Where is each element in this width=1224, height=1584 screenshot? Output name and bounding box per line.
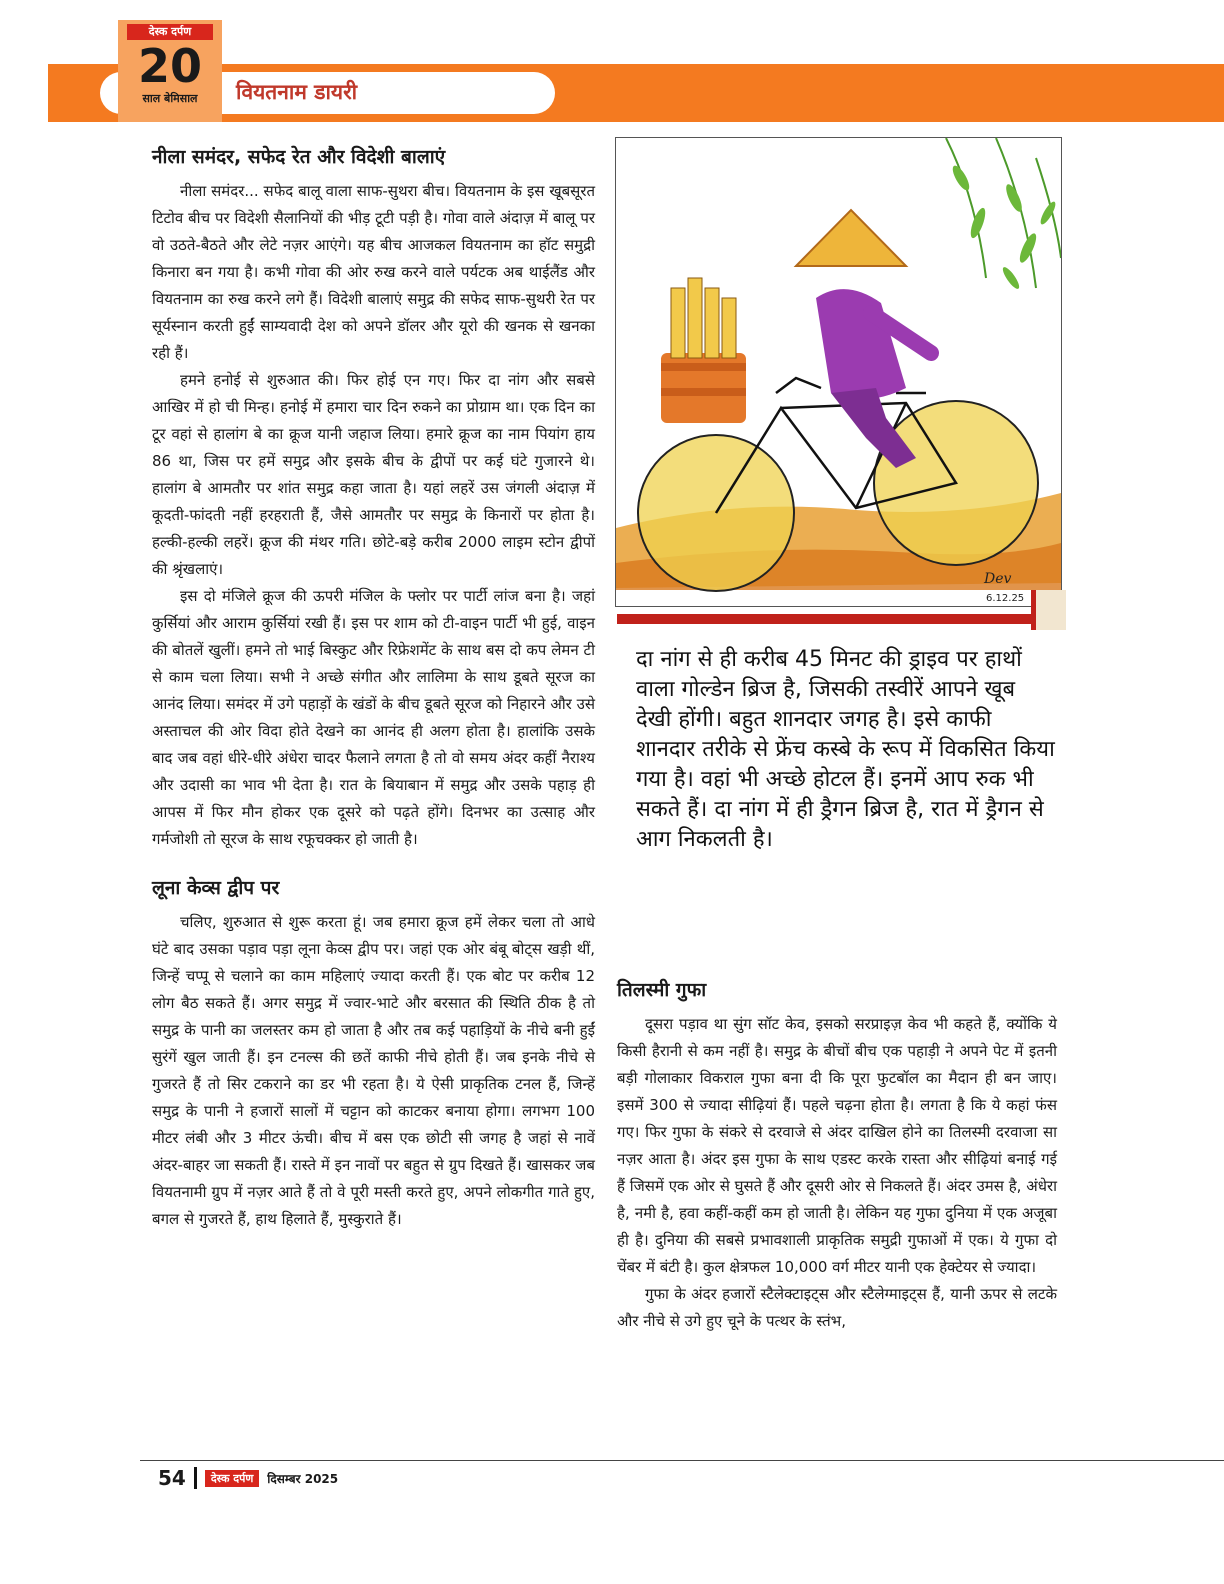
page-number: 54 — [158, 1466, 186, 1490]
paragraph: इस दो मंजिले क्रूज की ऊपरी मंजिल के फ्लोर पर पार्टी लांज बना है। जहां कुर्सियां और आराम कुर्सियां रखी हैं। इस पर शाम को टी-वाइन पार्टी भी हुई, वाइन की बोतलें खुलीं। हमने तो भाई बिस्कुट और रिफ्रेशमेंट के साथ बस दो कप लेमन टी से काम चला लिया। सभी ने अच्छे संगीत और लालिमा के साथ डूबते सूरज का आनंद लिया। समंदर में उगे पहाड़ों के खंडों के बीच डूबते सूरज को निहारने और उसे अस्ताचल की ओर विदा होते देखने का आनंद ही अलग होता है। हालांकि उसके बाद जब वहां धीरे-धीरे अंधेरा चादर फैलाने लगता है तो वो समय अंदर कहीं नैराश्य और उदासी का भाव भी देता है। रात के बियाबान में समुद्र और उसके पहाड़ ही आपस में फिर मौन होकर एक दूसरे को पढ़ते होंगे। दिनभर का उत्साह और गर्मजोशी तो सूरज के साथ रफूचक्कर हो जाती है। — [152, 587, 595, 848]
logo-number: 20 — [137, 39, 202, 93]
paragraph: हमने हनोई से शुरुआत की। फिर होई एन गए। फिर दा नांग और सबसे आखिर में हो ची मिन्ह। हनोई में हमारा चार दिन रुकने का प्रोग्राम था। एक दिन का टूर वहां से हालांग बे का क्रूज यानी जहाज लिया। हमारे क्रूज का नाम पियांग हाय 86 था, जिस पर हमें समुद्र और इसके बीच के द्वीपों पर कई घंटे गुजारने थे। हालांग बे आमतौर पर शांत समुद्र कहा जाता है। यहां लहरें उस जंगली अंदाज़ में कूदती-फांदती नहीं हरहराती हैं, जैसे आमतौर पर समुद्र के किनारों पर होता है। हल्की-हल्की लहरें। क्रूज की मंथर गति। छोटे-बड़े करीब 2000 लाइम स्टोन द्वीपों की श्रृंखलाएं। — [152, 371, 595, 578]
heading-mystic-cave: तिलस्मी गुफा — [617, 979, 707, 1001]
paragraph: गुफा के अंदर हजारों स्टैलेक्टाइट्स और स्टैलेग्माइट्स हैं, यानी ऊपर से लटके और नीचे से उगे हुए चूने के पत्थर के स्तंभ, — [617, 1285, 1057, 1330]
page-footer — [158, 1466, 338, 1490]
anniversary-logo — [118, 20, 222, 122]
right-column — [617, 975, 1057, 1335]
watercolor-painting — [616, 138, 1061, 606]
left-column — [152, 142, 595, 1233]
signature: Dev — [984, 571, 1012, 587]
issue-date: दिसम्बर 2025 — [267, 1471, 339, 1486]
section-title: वियतनाम डायरी — [236, 80, 358, 104]
paragraph: नीला समंदर... सफेद बालू वाला साफ-सुथरा बीच। वियतनाम के इस खूबसूरत टिटोव बीच पर विदेशी सैलानियों की भीड़ टूटी पड़ी है। गोवा वाले अंदाज़ में बालू पर वो उठते-बैठते और लेटे नज़र आएंगे। यह बीच आजकल वियतनाम का हॉट समुद्री किनारा बन गया है। कभी गोवा की ओर रुख करने वाले पर्यटक अब थाईलैंड और वियतनाम का रुख करने लगे हैं। विदेशी बालाएं समुद्र की सफेद साफ-सुथरी रेत पर सूर्यस्नान करती हुईं साम्यवादी देश को अपने डॉलर और यूरो की खनक से खनका रही हैं। — [152, 182, 595, 362]
logo-brand: देस्क दर्पण — [127, 24, 213, 40]
logo-tagline: साल बेमिसाल — [142, 92, 198, 105]
footer-divider — [194, 1467, 197, 1489]
pull-quote: दा नांग से ही करीब 45 मिनट की ड्राइव पर हाथों वाला गोल्डेन ब्रिज है, जिसकी तस्वीरें आपने खूब देखी होंगी। बहुत शानदार जगह है। इसे काफी शानदार तरीके से फ्रेंच कस्बे के रूप में विकसित किया गया है। वहां भी अच्छे होटल हैं। इनमें आप रुक भी सकते हैं। दा नांग में ही ड्रैगन ब्रिज है, रात में ड्रैगन से आग निकलती है। — [636, 647, 1055, 852]
footer-rule — [140, 1460, 1224, 1461]
heading-blue-sea: नीला समंदर, सफेद रेत और विदेशी बालाएं — [152, 146, 446, 168]
paragraph: चलिए, शुरुआत से शुरू करता हूं। जब हमारा क्रूज हमें लेकर चला तो आधे घंटे बाद उसका पड़ाव पड़ा लूना केव्स द्वीप पर। जहां एक ओर बंबू बोट्स खड़ी थीं, जिन्हें चप्पू से चलाने का काम महिलाएं ज्यादा करती हैं। एक बोट पर करीब 12 लोग बैठ सकते हैं। अगर समुद्र में ज्वार-भाटे और बरसात की स्थिति ठीक है तो समुद्र के पानी का जलस्तर कम हो जाता है और तब कई पहाड़ियों के नीचे बनी हुईं सुरंगें खुल जाती हैं। इन टनल्स की छतें काफी नीचे होती हैं। जब इनके नीचे से गुजरते हैं तो सिर टकराने का डर भी रहता है। ये ऐसी प्राकृतिक टनल हैं, जिन्हें समुद्र के पानी ने हजारों सालों में चट्टान को काटकर बनाया होगा। लगभग 100 मीटर लंबी और 3 मीटर ऊंची। बीच में बस एक छोटी सी जगह है जहां से नावें अंदर-बाहर जा सकती हैं। रास्ते में इन नावों पर बहुत से ग्रुप दिखते हैं। खासकर जब वियतनामी ग्रुप में नज़र आते हैं तो वे पूरी मस्ती करते हुए, अपने लोकगीत गाते हुए, बगल से गुजरते हैं, हाथ हिलाते हैं, मुस्कुराते हैं। — [152, 913, 595, 1228]
footer-brand: देस्क दर्पण — [205, 1470, 259, 1487]
paragraph: दूसरा पड़ाव था सुंग सॉट केव, इसको सरप्राइज़ केव भी कहते हैं, क्योंकि ये किसी हैरानी से कम नहीं है। समुद्र के बीचों बीच एक पहाड़ी ने अपने पेट में इतनी बड़ी गोलाकार विकराल गुफा बना दी कि पूरा फुटबॉल का मैदान ही बन जाए। इसमें 300 से ज्यादा सीढ़ियां हैं। पहले चढ़ना होता है। लगता है कि ये कहां फंस गए। फिर गुफा के संकरे से दरवाजे से अंदर दाखिल होने का तिलस्मी दरवाजा सा नज़र आता है। अंदर इस गुफा के साथ एडस्ट करके रास्ता और सीढ़ियां बनाई गई हैं जिसमें एक ओर से घुसते हैं और दूसरी ओर से निकलते हैं। अंदर उमस है, अंधेरा है, नमी है, हवा कहीं-कहीं कम हो जाती है। लेकिन यह गुफा दुनिया में एक अजूबा ही है। दुनिया की सबसे प्रभावशाली प्राकृतिक समुद्री गुफाओं में एक। ये गुफा दो चेंबर में बंटी है। कुल क्षेत्रफल 10,000 वर्ग मीटर यानी एक हेक्टेयर से ज्यादा। — [617, 1015, 1057, 1276]
cyclist-illustration — [615, 137, 1062, 607]
illustration-frame-accent — [617, 614, 1061, 624]
illustration-corner-accent — [1031, 590, 1066, 630]
heading-luna-caves: लूना केव्स द्वीप पर — [152, 877, 280, 899]
painting-date: 6.12.25 — [986, 593, 1025, 604]
